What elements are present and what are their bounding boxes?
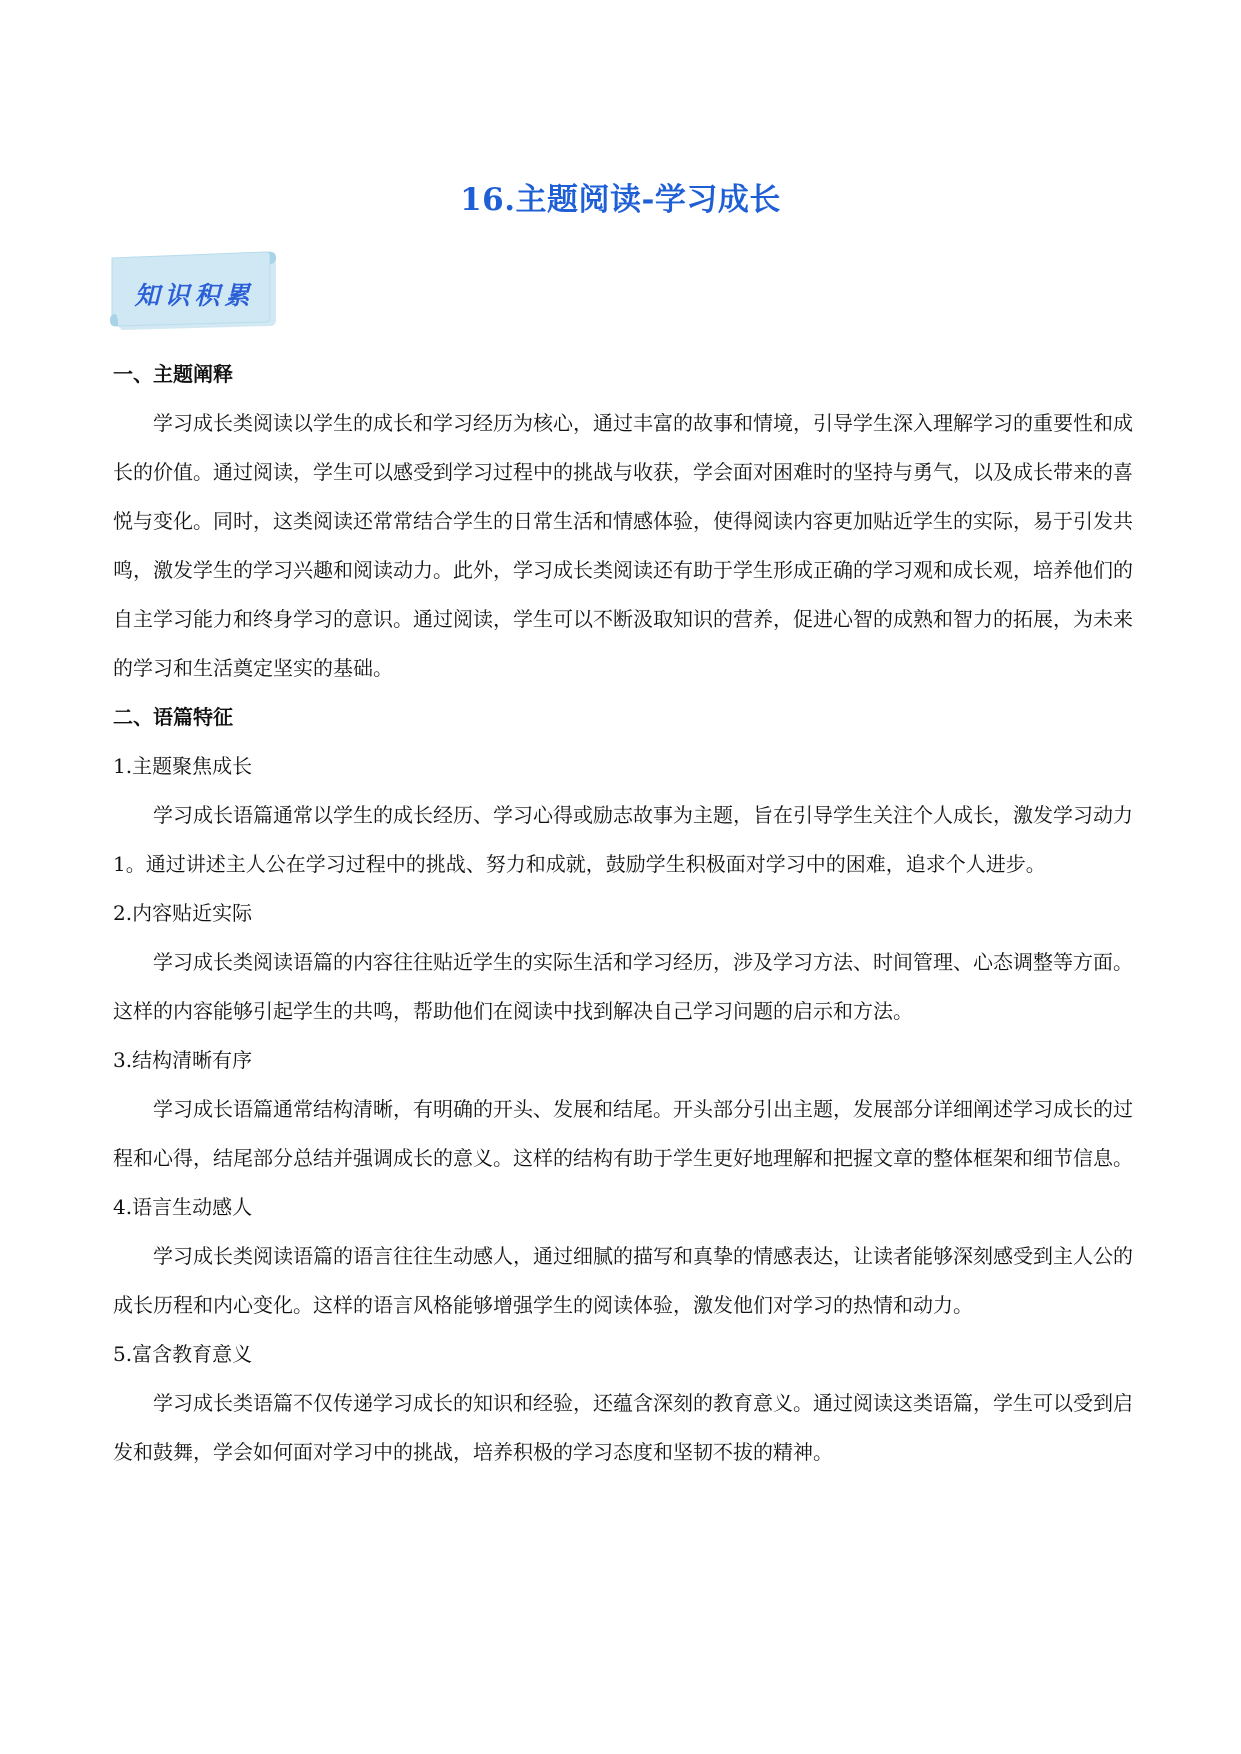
feature-heading-4: 4.语言生动感人	[113, 1195, 253, 1219]
document-body	[113, 350, 1133, 1477]
feature-paragraph-3: 学习成长语篇通常结构清晰，有明确的开头、发展和结尾。开头部分引出主题，发展部分详细阐述学习成长的过程和心得，结尾部分总结并强调成长的意义。这样的结构有助于学生更好地理解和把握文章的整体框架和细节信息。	[113, 1097, 1133, 1170]
feature-heading-1: 1.主题聚焦成长	[113, 754, 253, 778]
feature-paragraph-5: 学习成长类语篇不仅传递学习成长的知识和经验，还蕴含深刻的教育意义。通过阅读这类语篇，学生可以受到启发和鼓舞，学会如何面对学习中的挑战，培养积极的学习态度和坚韧不拔的精神。	[113, 1391, 1133, 1464]
section-heading-theme: 一、主题阐释	[113, 362, 233, 386]
feature-paragraph-1: 学习成长语篇通常以学生的成长经历、学习心得或励志故事为主题，旨在引导学生关注个人成长，激发学习动力1。通过讲述主人公在学习过程中的挑战、努力和成就，鼓励学生积极面对学习中的困难，追求个人进步。	[113, 803, 1133, 876]
feature-heading-2: 2.内容贴近实际	[113, 901, 253, 925]
feature-paragraph-2: 学习成长类阅读语篇的内容往往贴近学生的实际生活和学习经历，涉及学习方法、时间管理、心态调整等方面。这样的内容能够引起学生的共鸣，帮助他们在阅读中找到解决自己学习问题的启示和方法。	[113, 950, 1133, 1023]
feature-paragraph-4: 学习成长类阅读语篇的语言往往生动感人，通过细腻的描写和真挚的情感表达，让读者能够深刻感受到主人公的成长历程和内心变化。这样的语言风格能够增强学生的阅读体验，激发他们对学习的热情和动力。	[113, 1244, 1133, 1317]
section-heading-features: 二、语篇特征	[113, 705, 233, 729]
page-title: 16.主题阅读-学习成长	[460, 182, 781, 218]
feature-heading-3: 3.结构清晰有序	[113, 1048, 253, 1072]
theme-paragraph: 学习成长类阅读以学生的成长和学习经历为核心，通过丰富的故事和情境，引导学生深入理解学习的重要性和成长的价值。通过阅读，学生可以感受到学习过程中的挑战与收获，学会面对困难时的坚持与勇气，以及成长带来的喜悦与变化。同时，这类阅读还常常结合学生的日常生活和情感体验，使得阅读内容更加贴近学生的实际，易于引发共鸣，激发学生的学习兴趣和阅读动力。此外，学习成长类阅读还有助于学生形成正确的学习观和成长观，培养他们的自主学习能力和终身学习的意识。通过阅读，学生可以不断汲取知识的营养，促进心智的成熟和智力的拓展，为未来的学习和生活奠定坚实的基础。	[113, 411, 1133, 680]
feature-heading-5: 5.富含教育意义	[113, 1342, 253, 1366]
section-banner	[110, 248, 279, 334]
banner-label: 知识积累	[134, 281, 255, 310]
